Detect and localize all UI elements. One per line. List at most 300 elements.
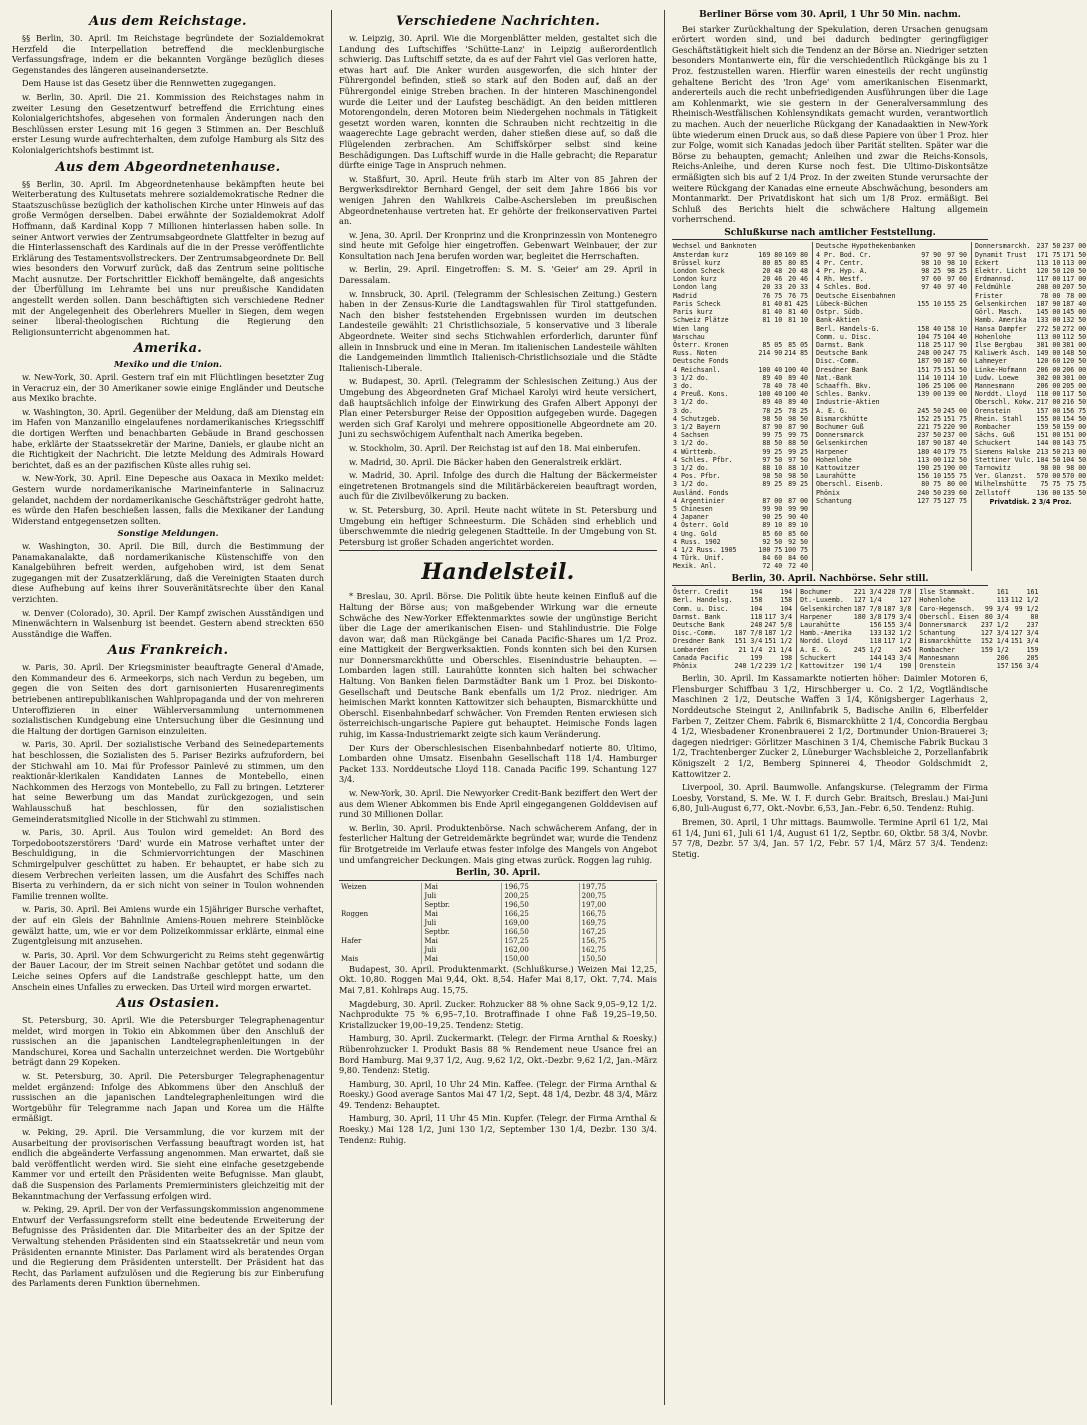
article-paragraph: Budapest, 30. April. Produktenmarkt. (Schlußkurse.) Weizen Mai 12,25, Okt. 10,80. Roggen Mai 9,44, Okt. 8,54. Hafer Mai 8,17, Okt. 7,74. Mais Mai 7,81. Kohlraps Aug. 15,75. [339, 963, 657, 995]
quote-name [339, 946, 422, 955]
quote-value: 206 00 [1062, 365, 1087, 374]
quote-value: 98 50 [788, 414, 809, 423]
article-paragraph: w. Berlin, 29. April. Eingetroffen: S. M. S. 'Geier' am 29. April in Daressalam. [339, 264, 657, 286]
quote-value: 99 75 [762, 431, 783, 440]
quote-value: 216 50 [1062, 398, 1087, 407]
article-paragraph: Hamburg, 30. April, 11 Uhr 45 Min. Kupfer. (Telegr. der Firma Arnthal & Roesky.) Mai 128 1/2, Juni 130 1/2, September 130 1/4, Dezbr. 130 3/4. Tendenz: Ruhig. [339, 1113, 657, 1145]
quote-value: Juli [422, 892, 502, 901]
table-row [974, 489, 1087, 497]
quote-value: 190 00 [943, 463, 967, 472]
quote-value: 85 05 [762, 340, 783, 349]
quote-value: 213 50 [1036, 447, 1061, 456]
quote-value: 272 50 [1036, 324, 1061, 333]
quote-value: 166,75 [579, 910, 656, 919]
quote-value: 98 00 [1040, 463, 1061, 472]
table-row [799, 646, 912, 654]
quote-name: 4 Österr. Gold [673, 521, 729, 530]
quote-value: 117 00 [1036, 275, 1061, 284]
column-2 [339, 10, 657, 1405]
nachboerse-title: Berlin, 30. April. Nachbörse. Sehr still. [672, 574, 988, 587]
quote-value [757, 333, 783, 341]
horizontal-rule [339, 550, 657, 551]
quote-value: 272 00 [1062, 324, 1087, 333]
article-paragraph: Hamburg, 30. April, 10 Uhr 24 Min. Kaffee. (Telegr. der Firma Arnthal & Roesky.) Good average Santos Mai 47 1/2, Sept. 48 1/4, Dezbr. 48 3/4, März 49. Tendenz: Behauptet. [339, 1078, 657, 1110]
quote-name: Linke-Hofmann [974, 365, 1027, 374]
quote-name: Orenstein [974, 406, 1011, 415]
quote-value: 214 90 [758, 349, 783, 358]
quote-value: 118 [750, 612, 763, 621]
grain-row [339, 946, 657, 955]
quote-value: 247 5/8 [764, 621, 793, 629]
quote-value: 85 60 [762, 529, 783, 538]
quote-name: Hafer [339, 937, 422, 946]
grain-row [339, 892, 657, 901]
quote-name: Hamb. Amerika [974, 316, 1027, 325]
newspaper-page [12, 10, 1087, 1405]
quote-value: 81 40 [762, 299, 783, 308]
article-paragraph: w. Innsbruck, 30. April. (Telegramm der Schlesischen Zeitung.) Gestern haben in der Zensus-Kurie die Landtagswahlen für Tirol stattgefunden. Nach den bisher feststehenden Ergebnissen wurden im deutschen Landesteile gewählt: 21 Christlichsoziale, 5 konservative und 3 liberale Abgeordnete. Weiter sind sechs Stichwahlen erforderlich, darunter fünf allein in Innsbruck und eine in Meran. Im italienischen Landesteile wählten die Landgemeinden limmtlich Italienisch-Christlichsoziale und die Städte Italienisch-Liberale. [339, 288, 657, 373]
quote-value: 120 50 [1062, 267, 1087, 276]
quote-value: 381 00 [1036, 340, 1061, 349]
quote-value: 78 00 [1066, 291, 1087, 300]
quote-value: 245 [899, 645, 912, 654]
table-row [672, 251, 809, 259]
quote-name: Siemens Halske [974, 447, 1031, 456]
quote-name: 4 Württemb. [673, 447, 717, 456]
quote-value: 127 75 [917, 496, 942, 505]
table-row [918, 646, 1039, 654]
quote-name: Laurahütte [800, 621, 840, 629]
quote-value: 167,25 [579, 928, 656, 937]
table-row [974, 349, 1087, 357]
table-row [672, 662, 793, 670]
quote-name: Nordd. Lloyd [800, 637, 848, 646]
quote-value: 100 75 [784, 545, 809, 554]
table-row [974, 374, 1087, 382]
quote-name: Donnersmarckh. [974, 242, 1031, 251]
quote-name: Österr. Kronen [673, 340, 729, 349]
table-row [974, 480, 1087, 488]
quote-name: Brüssel kurz [673, 258, 721, 267]
table-row [672, 613, 793, 621]
quote-name: 5 Chinesen [673, 504, 713, 513]
quote-value: 100 40 [758, 365, 783, 374]
quote-value: 139 00 [917, 390, 942, 399]
quote-value [916, 308, 942, 316]
quote-name: Phönix [816, 488, 840, 497]
quote-value: 239 1/2 [764, 662, 793, 671]
quote-value [916, 242, 942, 250]
quote-value: 117 3/4 [764, 612, 793, 621]
quote-name: Bochumer [800, 588, 832, 597]
article-paragraph: w. New-York, 30. April. Eine Depesche aus Oaxaca in Mexiko meldet: Gestern wurde nordamerikanische Marineinfanterie in Salinacruz gelandet, nachdem der nordamerikanische Geschäftsträger gedroht hatte, es würde den Hafen beschießen lassen, falls die Mexikaner der Landung Widerstand entgegensetzen sollten. [12, 473, 324, 526]
quote-value: 157 [996, 662, 1009, 671]
quote-value: 156,75 [579, 937, 656, 946]
quote-value: 78 25 [762, 406, 783, 415]
article-paragraph: w. Washington, 30. April. Die Bill, durch die Bestimmung der Panamakanalakte, daß nordamerikanische Küstenschiffe von den Kanalgebühren befreit werden, aufgehoben wird, ist dem Senat zugegangen mit der Zusatzerklärung, daß die Vereinigten Staaten durch diese Aufhebung auf keins ihrer Souveränitätsrechte über den Kanal verzichten. [12, 540, 324, 604]
quote-name: Ilse Bergbau [974, 340, 1023, 349]
quote-value: 118 25 [917, 340, 942, 349]
table-row [815, 472, 968, 480]
table-row [815, 431, 968, 439]
quote-value: 145 00 [1036, 308, 1061, 317]
table-row [815, 308, 968, 316]
table-row [815, 407, 968, 415]
quote-value [783, 357, 809, 365]
table-row [672, 325, 809, 333]
quote-value: 145 00 [1062, 308, 1087, 317]
quote-value: 127 3/4 [980, 629, 1009, 638]
quote-value: 133 [869, 629, 882, 638]
quote-name: Dresdner Bank [673, 637, 725, 646]
quote-name: Oberschl. Eisen [919, 612, 979, 621]
quote-name: Disc.-Comm. [816, 357, 860, 366]
table-row [672, 646, 793, 654]
quote-value: 151 3/4 [1010, 637, 1039, 646]
quote-name: Darmst. Bank [816, 340, 864, 349]
quote-value: 75 75 [1040, 480, 1061, 489]
quote-name: 4 Pr. Bod. Cr. [816, 250, 872, 259]
table-row [974, 251, 1087, 259]
quote-value: 80 85 [762, 258, 783, 267]
quote-name: London kurz [673, 275, 717, 284]
table-row [815, 497, 968, 505]
table-row [672, 588, 793, 596]
quote-name: 4 Schles. Bod. [816, 283, 872, 292]
quote-value: 179 75 [943, 447, 967, 456]
quote-table [672, 242, 809, 570]
table-row [672, 505, 809, 513]
quote-name: Paris kurz [673, 308, 713, 317]
table-row [974, 325, 1087, 333]
quote-value: 99 75 [788, 431, 809, 440]
quote-name: Berl. Handelsg. [673, 596, 733, 605]
quote-name: 4 Schutzgeb. [673, 414, 721, 423]
table-row [672, 554, 809, 562]
quote-name: Bismarckhütte [816, 414, 868, 423]
quote-name: Deutsche Eisenbahnen [816, 291, 896, 300]
quote-value: 76 75 [762, 291, 783, 300]
quote-value: 112 1/2 [1010, 596, 1039, 605]
quote-value: 80 [1030, 612, 1039, 621]
table-row [974, 242, 1087, 250]
table-row [672, 621, 793, 629]
table-row [672, 530, 809, 538]
quote-value: 20 33 [762, 283, 783, 292]
grain-row [339, 919, 657, 928]
section-title-amerika: Amerika. [133, 341, 203, 357]
table-row [815, 242, 968, 250]
table-row [799, 613, 912, 621]
quote-value [916, 292, 942, 300]
quote-name: Sächs. Guß [974, 431, 1015, 440]
article-paragraph: w. Paris, 30. April. Vor dem Schwurgericht zu Reims steht gegenwärtig der Bauer Lacour, der im Streit seinen Nachbar getötet und sodann die Leiche seines Opfers auf die Landstraße geschleppt hatte, um den Anschein eines Unfalles zu erwecken. Das Urteil wird morgen erwartet. [12, 949, 324, 992]
quote-value: 113 10 [1036, 258, 1061, 267]
quote-value: Juli [422, 946, 502, 955]
table-row [672, 605, 793, 613]
article-paragraph: Magdeburg, 30. April. Zucker. Rohzucker 88 % ohne Sack 9,05–9,12 1/2. Nachprodukte 75 % 6,95–7,10. Brotraffinade I ohne Faß 19,25–19,50. Kristallzucker 19,00–19,25. Tendenz: Stetig. [339, 998, 657, 1030]
quote-value: 113 [996, 596, 1009, 605]
quote-name: Rombacher [919, 645, 956, 654]
quote-value: 99 90 [762, 504, 783, 513]
quote-value: 158 [750, 596, 763, 605]
table-row [672, 439, 809, 447]
quote-name: Gelsenkirchen [974, 299, 1027, 308]
quote-table [974, 242, 1087, 496]
table-row [815, 382, 968, 390]
subsection-title: Mexiko und die Union. [113, 360, 223, 371]
quote-value: 127 [899, 596, 912, 605]
quote-value: 154 50 [1062, 414, 1087, 423]
quote-value [757, 489, 783, 497]
quote-name: 4 Schles. Pfbr. [673, 455, 733, 464]
quote-value: 88 50 [762, 439, 783, 448]
quote-value [942, 398, 968, 406]
grain-row [339, 910, 657, 919]
quote-name: Laurahütte [816, 472, 856, 481]
quote-value: 100 40 [758, 390, 783, 399]
table-row [974, 308, 1087, 316]
table-row [672, 629, 793, 637]
quote-table [672, 588, 793, 670]
table-row [918, 654, 1039, 662]
table-row [815, 300, 968, 308]
quote-value: 220 90 [943, 422, 967, 431]
table-row [815, 292, 968, 300]
grain-table-title: Berlin, 30. April. [339, 868, 657, 881]
table-row [672, 431, 809, 439]
quote-value: 187 7/8 [853, 604, 882, 613]
article-paragraph: w. Paris, 30. April. Aus Toulon wird gemeldet: An Bord des Torpedobootszerstörers 'Dard' wurde ein Matrose verhaftet unter der Beschuldigung, in die Schmiervorrichtungen der Maschinen Schmirgelpulver geschüttet zu haben. Er behauptet, er habe sich zu diesem Verbrechen verleiten lassen, um die Ausfahrt des Schiffes nach Biserta zu verhindern, da er sich nicht von seiner in Toulon wohnenden Familie trennen wollte. [12, 827, 324, 901]
quote-name: Schweiz Plätze [673, 316, 729, 325]
quote-name: Hansa Dampfer [974, 324, 1027, 333]
table-row [974, 390, 1087, 398]
quote-name: Kattowitzer [800, 662, 844, 671]
quote-value: 237 [1026, 621, 1039, 629]
grain-row [339, 937, 657, 946]
table-row [672, 448, 809, 456]
table-row [672, 366, 809, 374]
quote-name: 4 Rh. Westf. [816, 275, 864, 284]
table-row [815, 267, 968, 275]
quote-value: 20 48 [788, 267, 809, 276]
quote-value: 158 40 [917, 324, 942, 333]
article-paragraph: * Breslau, 30. April. Börse. Die Politik übte heute keinen Einfluß auf die Haltung der Börse aus; von maßgebender Wirkung war die erneute Schwäche des New-Yorker Effektenmarktes sowie der ungünstige Bericht über die Lage der amerikanischen Eisen- und Stahlindustrie. Die Folge davon war, daß man Rückgänge bei Canada Pacific-Shares um 1/2 Proz. eine Mattigkeit der Bergwerksaktien. Fonds konnten sich bei den Kursen nur Donnersmarckhütte und Oberschles. Eisenindustrie behaupten. — Lombarden lagen still. Laurahütte konnten sich halten bei schwacher Haltung. Von Banken fielen Darmstädter Bank um 1 Proz. bei Diskonto-Gesellschaft und Deutsche Bank ebenfalls um 1/2 Proz. niedriger. Am heimischen Markt konnten Kattowitzer sich behaupten, Bismarckhütte und Oberschl. Eisenbahnbedarf schwächer. Von Fremden Renten erwiesen sich österreichisch-ungarische Papiere gut behauptet. Heimische Fonds lagen ruhig, im Kassa-Industriemarkt zeigte sich kaum Veränderung. [339, 591, 657, 740]
table-row [672, 259, 809, 267]
quote-name: Schuckert [800, 653, 836, 662]
grain-row [339, 883, 657, 892]
quote-value: 166,50 [502, 928, 579, 937]
table-row [672, 341, 809, 349]
quote-name: Lombarden [673, 645, 709, 654]
quote-value [942, 292, 968, 300]
table-row [672, 464, 809, 472]
quote-value: 237 50 [917, 431, 942, 440]
table-row [815, 448, 968, 456]
quote-value: 20 46 [788, 275, 809, 284]
quote-value: 81 40 [762, 308, 783, 317]
quote-value [942, 242, 968, 250]
article-paragraph: w. Berlin, 30. April. Produktenbörse. Nach schwächerem Anfang, der in festerlicher Haltung der Getreidemärkte begründet war, wurde die Tendenz für Brotgetreide im Verlaufe etwas fester infolge des Mangels von Angebot und umfangreicher Deckungen. Mais ging etwas zurück. Roggen lag ruhig. [339, 822, 657, 865]
table-row [672, 308, 809, 316]
table-row [672, 497, 809, 505]
quote-name: 3 1/2 do. [673, 480, 709, 489]
article-paragraph: w. Jena, 30. April. Der Kronprinz und die Kronprinzessin von Montenegro sind heute mit Gefolge hier eingetroffen. Gebenwart Weinbauer, der zur Konsultation nach Jena berufen worden war, begleitet die Herrschaften. [339, 229, 657, 261]
table-row [974, 415, 1087, 423]
quote-name: Harpener [816, 447, 848, 456]
quote-value [942, 316, 968, 324]
table-row [974, 357, 1087, 365]
quote-value: 84 60 [762, 554, 783, 563]
quote-value: Mai [422, 937, 502, 946]
article-paragraph: w. Leipzig, 30. April. Wie die Morgenblätter melden, gestaltet sich die Landung des Luftschiffes 'Schütte-Lanz' in Leipzig außerordentlich schwierig. Das Luftschiff setzte, da es auf der Fahrt viel Gas verloren hatte, etwas hart auf. Die Anker wurden ausgeworfen, die sich hinter der Führergondel befinden, stieß so stark auf den Boden auf, daß an der Führergondel einige Streben brachen. In der hinteren Maschinengondel wurde die Leiter und der Laufsteg beschädigt. An den beiden mittleren Motorengondeln, deren Motoren beim Niedergehen nochmals in Tätigkeit gesetzt worden waren, konnten die Schrauben nicht rechtzeitig in die waagerechte Lage gebracht werden, daher stießen diese auf, so daß die Flügelenden zerbrachen. Am Schiffskörper selbst sind keine Beschädigungen. Das Luftschiff wurde in die Halle gebracht; die Reparatur dürfte einige Tage in Anspruch nehmen. [339, 33, 657, 171]
quote-value: 171 50 [1062, 250, 1087, 259]
quote-value [757, 357, 783, 365]
quote-name: Industrie-Aktien [816, 398, 880, 407]
quote-value: 88 10 [762, 463, 783, 472]
article-paragraph: w. Denver (Colorado), 30. April. Der Kampf zwischen Ausständigen und Minenwächtern in Walsenburg ist beendet. Gestern abend streckten 650 Ausständige die Waffen. [12, 607, 324, 639]
article-paragraph: Bei starker Zurückhaltung der Spekulation, deren Ursachen genugsam erörtert worden sind, und bei dadurch bedingter geringfügiger Geschäftstätigkeit hielt sich die Tendenz an der Börse an. Niedriger setzten besonders Montanwerte ein, für die verschiedentlich Rückgänge bis zu 1 Proz. festzustellen waren. Hierfür waren einesteils der recht ungünstig gehaltene Bericht des 'Iron Age' vom amerikanischen Eisenmarkt, andererteils auch die recht unbefriedigenden Ausführungen über die Lage am Kohlenmarkt, wie sie gestern in der Generalversammlung des Rheinisch-Westfälischen Kohlensyndikats gemacht wurden, verantwortlich zu machen. Auch der neuerliche Rückgang der Kanadaaktien in New-York übte wiederum einen Druck aus, so daß diese Papiere von über 1 Proz. hier zur Folge, womit sich Kanadas jedoch über Parität stellten. Später war die Börse zu behaupten, gemacht; Anleihen und zwar die Reichs-Konsols, Reichs-Anleihe, und deren Kurse noch fest. Die Ultimo-Diskontsätze ermäßigten sich bis auf 2 1/4 Proz. In der zweiten Stunde verursachte der weitere Rückgang der Kanadas eine erneute Abschwächung, besonders am Montanmarkt. Der Privatdiskont hat sich um 1/8 Proz. ermäßigt. Bei Schluß des Berichts hielt die schwächere Haltung allgemein vorherrschend. [672, 23, 988, 225]
quote-name: Canada Pacific [673, 653, 729, 662]
quote-name: Donnersmarck [816, 431, 864, 440]
quote-value: 87 90 [788, 422, 809, 431]
quote-value: 159 [1026, 645, 1039, 654]
quote-name: Dt.-Luxemb. [800, 596, 844, 605]
quote-name: Deutsche Bank [673, 621, 725, 629]
quote-value: 156 75 [1062, 406, 1087, 415]
quote-value: 187 40 [943, 439, 967, 448]
quote-name: Comm. u. Disc. [816, 332, 872, 341]
quote-name: Gelsenkirchen [800, 604, 852, 613]
quote-value: 132 1/2 [883, 629, 912, 638]
quote-value: 97 50 [762, 455, 783, 464]
quote-name [339, 892, 422, 901]
quote-value [783, 325, 809, 333]
section-title-handelsteil: Handelsteil. [421, 559, 575, 586]
quote-value: 120 60 [1036, 357, 1061, 366]
quote-value: 217 00 [1036, 398, 1061, 407]
table-row [672, 267, 809, 275]
table-row [799, 629, 912, 637]
quote-name: 3 do. [673, 406, 693, 415]
quote-value: 117 90 [943, 340, 967, 349]
column-3 [672, 10, 1087, 1405]
quote-value: 240 1/2 [734, 662, 763, 671]
quote-value: 89 40 [788, 398, 809, 407]
quote-name: Rombacher [974, 422, 1011, 431]
quote-value: 155 10 [917, 299, 942, 308]
quote-name: Roggen [339, 910, 422, 919]
quote-value: 151 75 [917, 365, 942, 374]
quote-value: 247 75 [943, 349, 967, 358]
quote-name: London lang [673, 283, 717, 292]
quote-value: 187 60 [943, 357, 967, 366]
quote-value: 78 25 [788, 406, 809, 415]
quote-name: Hamb.-Amerika [800, 629, 852, 638]
quote-value: 187 90 [917, 357, 942, 366]
quote-value: 89 10 [762, 521, 783, 530]
quote-value: 200,25 [502, 892, 579, 901]
table-row [815, 374, 968, 382]
quote-value: 114 10 [917, 373, 942, 382]
table-row [672, 521, 809, 529]
quote-value: 190 1/4 [853, 662, 882, 671]
table-row [974, 423, 1087, 431]
quote-value: 88 50 [788, 439, 809, 448]
quote-value: Mai [422, 910, 502, 919]
quote-value: 100 75 [758, 545, 783, 554]
quote-value: 98 25 [921, 267, 942, 276]
quote-value: 248 00 [917, 349, 942, 358]
quote-value: 139 00 [943, 390, 967, 399]
quote-value: 97 60 [921, 275, 942, 284]
quote-name: Disc.-Comm. [673, 629, 717, 638]
quote-name: Madrid [673, 291, 697, 300]
quote-value: 72 40 [762, 562, 783, 571]
table-row [918, 637, 1039, 645]
table-row [974, 316, 1087, 324]
table-row [672, 300, 809, 308]
article-paragraph: §§ Berlin, 30. April. Im Reichstage begründete der Sozialdemokrat Herzfeld die Interpellation betreffend die mecklenburgische Verfassungsfrage, indem er die bekannten Vorgänge bezüglich dieses Gegenstandes des längeren auseinandersetzte. [12, 33, 324, 75]
quote-value: 156 3/4 [1010, 662, 1039, 671]
table-row [815, 325, 968, 333]
quote-value: 190 [899, 662, 912, 671]
quote-value: 221 3/4 [853, 588, 882, 597]
quote-name: 3 1/2 do. [673, 398, 709, 407]
quote-name: London Scheck [673, 267, 725, 276]
table-row [799, 605, 912, 613]
quote-value: 570 00 [1062, 472, 1087, 481]
table-row [672, 480, 809, 488]
quote-value: 87 00 [788, 496, 809, 505]
table-row [918, 596, 1039, 604]
table-row [974, 259, 1087, 267]
grain-row [339, 955, 657, 964]
quote-value: 118 00 [1036, 390, 1061, 399]
quote-value: 85 60 [788, 529, 809, 538]
quote-value [916, 398, 942, 406]
quote-value: 89 40 [762, 398, 783, 407]
quote-name: Harpener [800, 612, 832, 621]
quote-value: 570 00 [1036, 472, 1061, 481]
quote-value: 97 40 [947, 283, 967, 292]
quote-value: 159 1/2 [980, 645, 1009, 654]
quote-name: Österr. Credit [673, 588, 729, 597]
quote-value: 88 10 [788, 463, 809, 472]
table-row [815, 283, 968, 291]
table-row [799, 596, 912, 604]
quote-value: 21 1/4 [768, 645, 793, 654]
quote-value: 179 3/4 [883, 612, 912, 621]
quote-value: 180 40 [917, 447, 942, 456]
quote-value: 237 50 [1036, 242, 1061, 251]
quote-name: Schaaffh. Bkv. [816, 381, 872, 390]
table-row [815, 398, 968, 406]
quote-value: 136 00 [1036, 488, 1061, 497]
quote-name: 4 1/2 Russ. 1905 [673, 545, 737, 554]
table-row [815, 349, 968, 357]
quote-value: 206 [996, 653, 1009, 662]
table-row [672, 374, 809, 382]
quote-value: 161 [996, 588, 1009, 597]
quote-value: 20 33 [788, 283, 809, 292]
article-paragraph: Dem Hause ist das Gesetz über die Rennwetten zugegangen. [22, 78, 276, 89]
table-row [974, 398, 1087, 406]
quote-value: 143 3/4 [883, 653, 912, 662]
quote-value: 92 50 [762, 537, 783, 546]
quote-value: 213 00 [1062, 447, 1087, 456]
quote-value: 104 [750, 604, 763, 613]
